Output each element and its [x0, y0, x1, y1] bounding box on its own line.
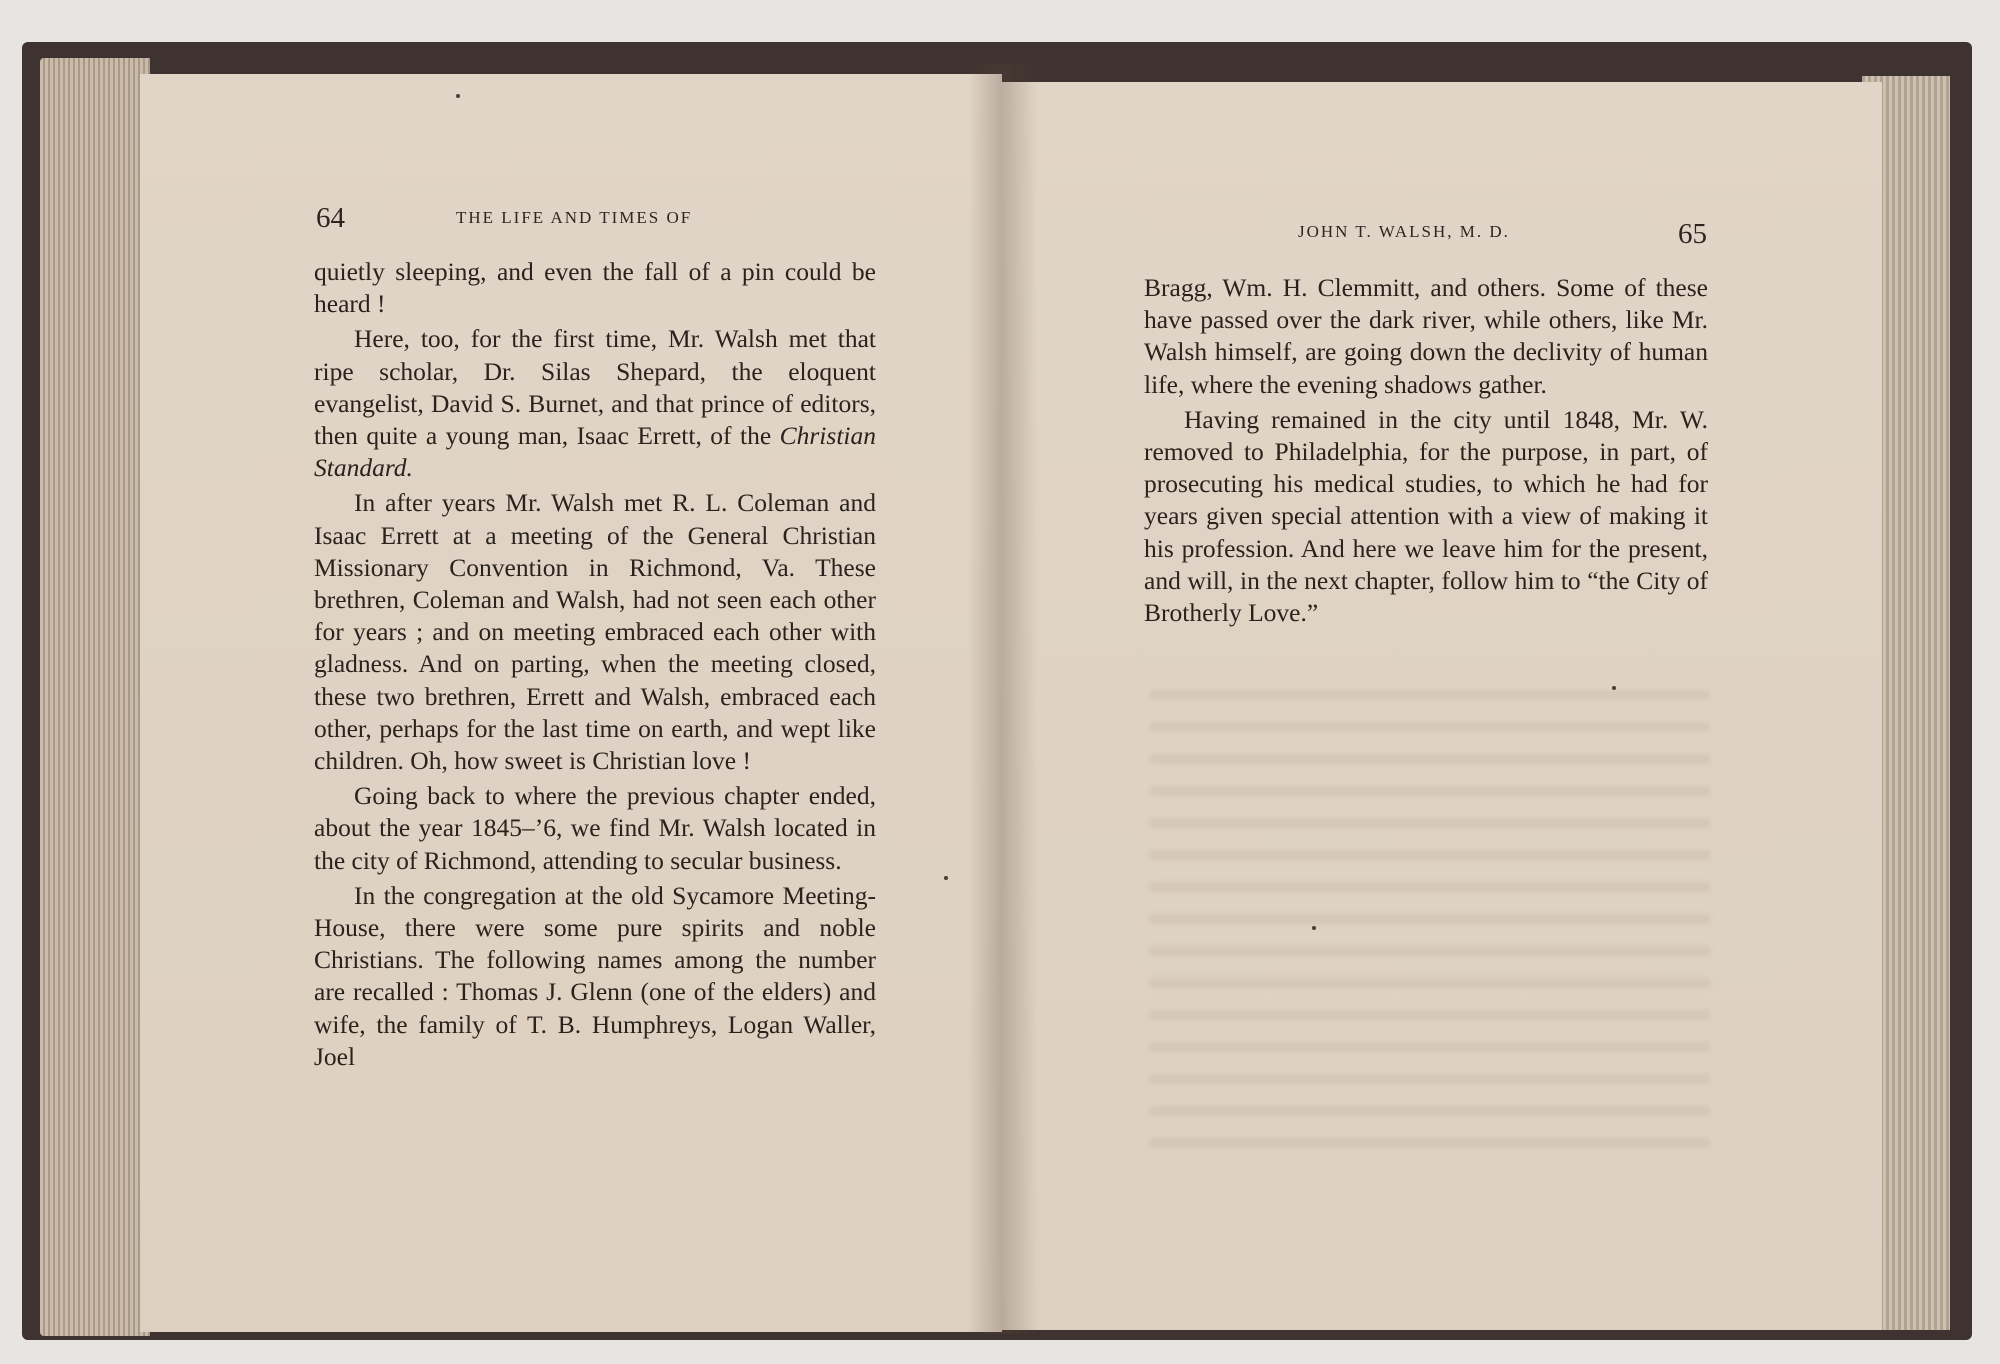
- left-running-head: THE LIFE AND TIMES OF: [456, 208, 693, 227]
- paragraph: Having remained in the city until 1848, Mr. W. removed to Philadelphia, for the purpose, in part, of prosecuting his medical studies, to which he had for years given special attention with a view of making it his profession. And here we leave him for the present, and will, in the next chapter, follow him to “the City of Brotherly Love.”: [1144, 404, 1708, 628]
- left-page: [140, 74, 1002, 1332]
- paragraph: In after years Mr. Walsh met R. L. Coleman and Isaac Errett at a meeting of the General Christian Missionary Convention in Richmond, Va. These brethren, Coleman and Walsh, had not seen each other for years ; and on meeting embraced each other with gladness. And on parting, when the meeting closed, these two brethren, Errett and Walsh, embraced each other, perhaps for the last time on earth, and wept like children. Oh, how sweet is Christian love !: [314, 488, 876, 776]
- paragraph: quietly sleeping, and even the fall of a pin could be heard !: [314, 257, 876, 319]
- left-page-number: 64: [316, 202, 345, 234]
- show-through-text: [1150, 690, 1710, 1170]
- left-page-text: [314, 256, 876, 1073]
- paragraph: Going back to where the previous chapter ended, about the year 1845–’6, we find Mr. Walsh located in the city of Richmond, attending to secular business.: [314, 781, 876, 875]
- right-running-head: JOHN T. WALSH, M. D.: [1298, 222, 1510, 241]
- paper-speck: [1312, 926, 1316, 930]
- paragraph: Bragg, Wm. H. Clemmitt, and others. Some of these have passed over the dark river, while others, like Mr. Walsh himself, are going down the declivity of human life, where the evening shadows gather.: [1144, 273, 1708, 399]
- paragraph: In the congregation at the old Sycamore Meeting-House, there were some pure spirits and noble Christians. The following names among the number are recalled : Thomas J. Glenn (one of the elders) and wife, the family of T. B. Humphreys, Logan Waller, Joel: [314, 880, 876, 1071]
- paper-speck: [456, 94, 460, 98]
- left-page-edges: [40, 58, 150, 1336]
- paper-speck: [1612, 686, 1616, 690]
- right-page-number: 65: [1678, 218, 1707, 250]
- italic-title: Christian Standard.: [314, 421, 876, 483]
- right-page-text: [1144, 272, 1708, 629]
- paper-speck: [944, 876, 948, 880]
- gutter-shadow: [968, 64, 1038, 1334]
- paragraph: Here, too, for the first time, Mr. Walsh met that ripe scholar, Dr. Silas Shepard, the eloquent evangelist, David S. Burnet, and that prince of editors, then quite a young man, Isaac Errett, of the Christian Standard.: [314, 324, 876, 483]
